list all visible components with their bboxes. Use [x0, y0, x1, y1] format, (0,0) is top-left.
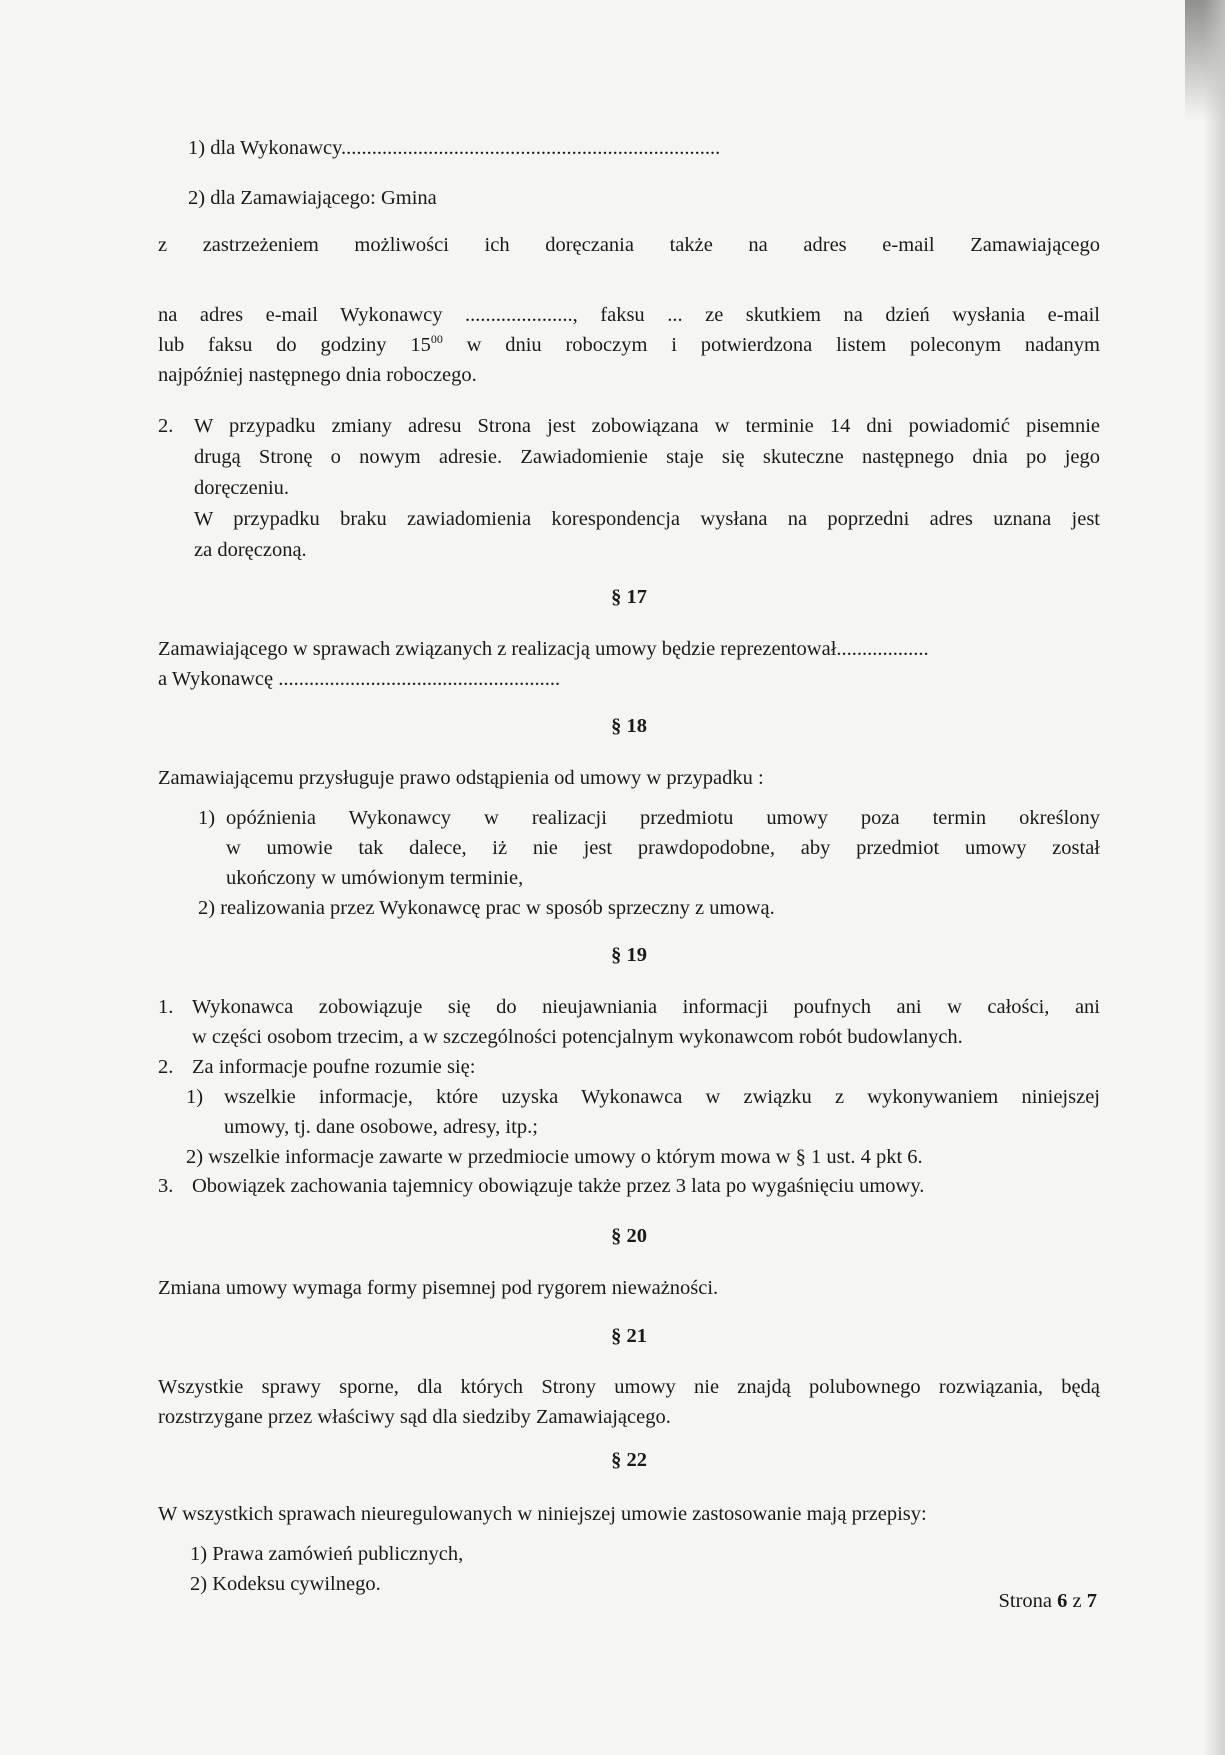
section-19-point-1-number: 1.: [158, 996, 174, 1018]
section-21-line-1: Wszystkie sprawy sporne, dla których Strony umowy nie znajdą polubownego rozwiązania, będą: [158, 1376, 1100, 1398]
section-19-point-1-line-1: Wykonawca zobowiązuje się do nieujawniania informacji poufnych ani w całości, ani: [192, 996, 1100, 1018]
page-number: Strona 6 z 7: [998, 1590, 1097, 1612]
section-19-sub-1-number: 1): [186, 1086, 204, 1108]
address-change-line-4: W przypadku braku zawiadomienia korespondencja wysłana na poprzedni adres uznana jest: [194, 508, 1100, 530]
section-17-line-1: Zamawiającego w sprawach związanych z realizacją umowy będzie reprezentował..................: [158, 638, 929, 660]
section-19-heading: § 19: [611, 944, 647, 966]
section-18-item-1-line-1: opóźnienia Wykonawcy w realizacji przedmiotu umowy poza termin określony: [226, 807, 1100, 829]
section-19-point-1-line-2: w części osobom trzecim, a w szczególności potencjalnym wykonawcom robót budowlanych.: [192, 1026, 963, 1048]
address-change-line-5: za doręczoną.: [194, 539, 307, 561]
section-19-point-2: Za informacje poufne rozumie się:: [192, 1056, 476, 1078]
section-18-item-1-number: 1): [198, 807, 216, 829]
section-17-heading: § 17: [611, 586, 647, 608]
address-change-line-3: doręczeniu.: [194, 477, 290, 499]
section-18-intro: Zamawiającemu przysługuje prawo odstąpienia od umowy w przypadku :: [158, 767, 764, 789]
scan-edge-shadow: [1203, 0, 1225, 1755]
address-employer: 2) dla Zamawiającego: Gmina: [188, 187, 437, 209]
section-22-heading: § 22: [611, 1449, 647, 1471]
section-19-point-3-number: 3.: [158, 1175, 174, 1197]
section-22-item-2: 2) Kodeksu cywilnego.: [190, 1573, 381, 1595]
address-change-line-1: W przypadku zmiany adresu Strona jest zobowiązana w terminie 14 dni powiadomić pisemnie: [194, 415, 1100, 437]
point-2-number: 2.: [158, 415, 174, 437]
section-19-sub-1-line-1: wszelkie informacje, które uzyska Wykonawca w związku z wykonywaniem niniejszej: [224, 1086, 1100, 1108]
section-22-intro: W wszystkich sprawach nieuregulowanych w niniejszej umowie zastosowanie mają przepisy:: [158, 1503, 927, 1525]
section-19-point-3: Obowiązek zachowania tajemnicy obowiązuje także przez 3 lata po wygaśnięciu umowy.: [192, 1175, 925, 1197]
section-20-text: Zmiana umowy wymaga formy pisemnej pod rygorem nieważności.: [158, 1277, 719, 1299]
section-19-sub-2: 2) wszelkie informacje zawarte w przedmiocie umowy o którym mowa w § 1 ust. 4 pkt 6.: [186, 1146, 923, 1168]
section-21-heading: § 21: [611, 1325, 647, 1347]
section-18-item-1-line-3: ukończony w umówionym terminie,: [226, 867, 524, 889]
address-change-line-2: drugą Stronę o nowym adresie. Zawiadomienie staje się skuteczne następnego dnia po jego: [194, 446, 1100, 468]
email-reservation-line: z zastrzeżeniem możliwości ich doręczania także na adres e-mail Zamawiającego: [158, 234, 1100, 256]
section-19-point-2-number: 2.: [158, 1056, 174, 1078]
delivery-line-2: lub faksu do godziny $15^{00}$ w dniu roboczym i potwierdzona listem poleconym nadanym: [158, 332, 1100, 356]
section-18-item-2: 2) realizowania przez Wykonawcę prac w sposób sprzeczny z umową.: [198, 897, 775, 919]
section-21-line-2: rozstrzygane przez właściwy sąd dla siedziby Zamawiającego.: [158, 1406, 671, 1428]
section-18-item-1-line-2: w umowie tak dalece, iż nie jest prawdopodobne, aby przedmiot umowy został: [226, 837, 1100, 859]
delivery-line-3: najpóźniej następnego dnia roboczego.: [158, 364, 477, 386]
section-18-heading: § 18: [611, 715, 647, 737]
section-22-item-1: 1) Prawa zamówień publicznych,: [190, 1543, 464, 1565]
section-20-heading: § 20: [611, 1225, 647, 1247]
delivery-line-1: na adres e-mail Wykonawcy ....................., faksu ... ze skutkiem na dzień wysłania e-mail: [158, 304, 1100, 326]
section-19-sub-1-line-2: umowy, tj. dane osobowe, adresy, itp.;: [224, 1116, 538, 1138]
address-contractor: 1) dla Wykonawcy..........................................................................: [188, 137, 721, 159]
section-17-line-2: a Wykonawcę .......................................................: [158, 668, 561, 690]
